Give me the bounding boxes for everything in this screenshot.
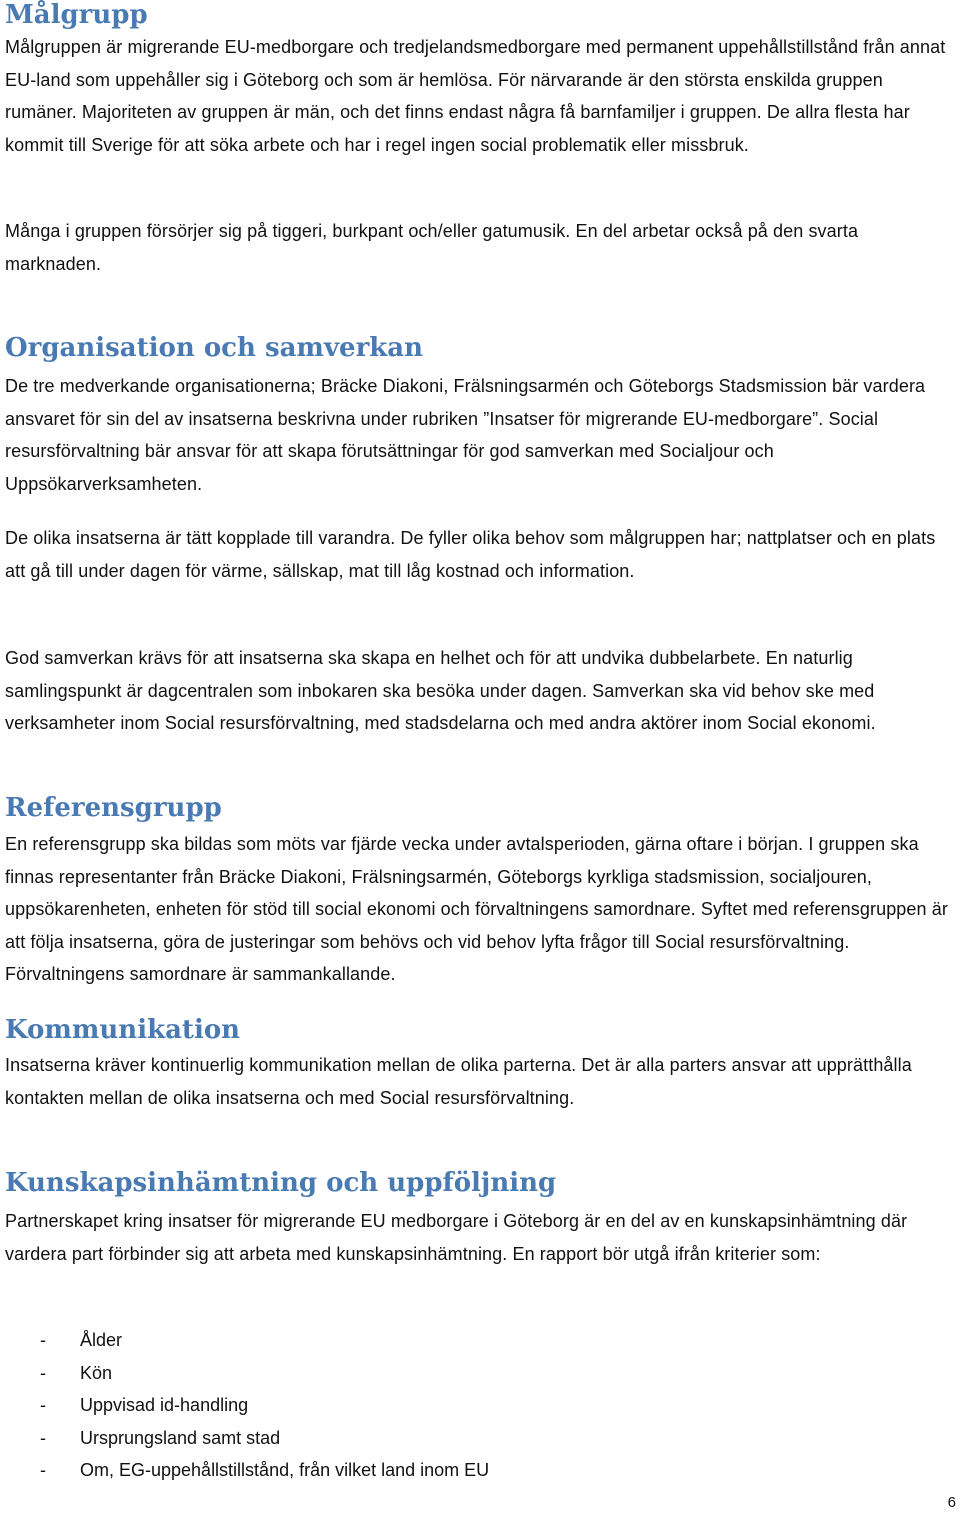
list-item-text: Kön	[80, 1362, 113, 1383]
list-dash: -	[40, 1427, 46, 1448]
paragraph: Partnerskapet kring insatser för migrerande EU medborgare i Göteborg är en del av en kunskapsinhämtning där vardera part förbinder sig att arbeta med kunskapsinhämtning. En rapport bör utgå ifrån kriterier som:	[5, 1211, 908, 1264]
paragraph: De tre medverkande organisationerna; Bräcke Diakoni, Frälsningsarmén och Göteborgs Stadsmission bär vardera ansvaret för sin del av insatserna beskrivna under rubriken ”Insatser för migrerande EU-medborgare”. Social resursförvaltning bär ansvar för att skapa förutsättningar för god samverkan med Socialjour och Uppsökarverksamheten.	[5, 376, 926, 494]
paragraph: Målgruppen är migrerande EU-medborgare och tredjelandsmedborgare med permanent uppehållstillstånd från annat EU-land som uppehåller sig i Göteborg och som är hemlösa. För närvarande är den största enskilda gruppen rumäner. Majoriteten av gruppen är män, och det finns endast några få barnfamiljer i gruppen. De allra flesta har kommit till Sverige för att söka arbete och har i regel ingen social problematik eller missbruk.	[5, 37, 946, 155]
list-item	[40, 1389, 489, 1422]
section-heading: Kommunikation	[5, 1015, 241, 1045]
paragraph: De olika insatserna är tätt kopplade till varandra. De fyller olika behov som målgruppen har; nattplatser och en plats att gå till under dagen för värme, sällskap, mat till låg kostnad och information.	[5, 528, 936, 581]
list-dash: -	[40, 1395, 46, 1415]
section-heading: Målgrupp	[5, 0, 148, 30]
section-heading: Organisation och samverkan	[5, 333, 424, 363]
paragraph: Insatserna kräver kontinuerlig kommunikation mellan de olika parterna. Det är alla parters ansvar att upprätthålla kontakten mellan de olika insatserna och med Social resursförvaltning.	[5, 1055, 912, 1108]
paragraph: God samverkan krävs för att insatserna ska skapa en helhet och för att undvika dubbelarbete. En naturlig samlingspunkt är dagcentralen som inbokaren ska besöka under dagen. Samverkan ska vid behov ske med verksamheter inom Social resursförvaltning, med stadsdelarna och med andra aktörer inom Social ekonomi.	[5, 648, 876, 733]
section-heading: Kunskapsinhämtning och uppföljning	[5, 1168, 557, 1198]
page-number: 6	[947, 1494, 956, 1511]
list-item	[40, 1422, 489, 1455]
section-heading: Referensgrupp	[5, 793, 222, 823]
list-item-text: Ålder	[80, 1330, 123, 1350]
list-dash: -	[40, 1330, 46, 1350]
list-item	[40, 1357, 489, 1390]
list-item-text: Uppvisad id-handling	[80, 1395, 249, 1415]
paragraph: En referensgrupp ska bildas som möts var fjärde vecka under avtalsperioden, gärna oftare i början. I gruppen ska finnas representanter från Bräcke Diakoni, Frälsningsarmén, Göteborgs kyrkliga stadsmission, socialjouren, uppsökarenheten, enheten för stöd till social ekonomi och förvaltningens samordnare. Syftet med referensgruppen är att följa insatserna, göra de justeringar som behövs och vid behov lyfta frågor till Social resursförvaltning. Förvaltningens samordnare är sammankallande.	[5, 834, 948, 984]
list-item-text: Ursprungsland samt stad	[80, 1427, 281, 1448]
list-dash: -	[40, 1460, 46, 1480]
paragraph: Många i gruppen försörjer sig på tiggeri, burkpant och/eller gatumusik. En del arbetar också på den svarta marknaden.	[5, 221, 859, 274]
criteria-list	[40, 1324, 489, 1487]
list-dash: -	[40, 1362, 46, 1383]
list-item	[40, 1324, 489, 1357]
list-item-text: Om, EG-uppehållstillstånd, från vilket land inom EU	[80, 1460, 490, 1480]
list-item	[40, 1454, 489, 1487]
